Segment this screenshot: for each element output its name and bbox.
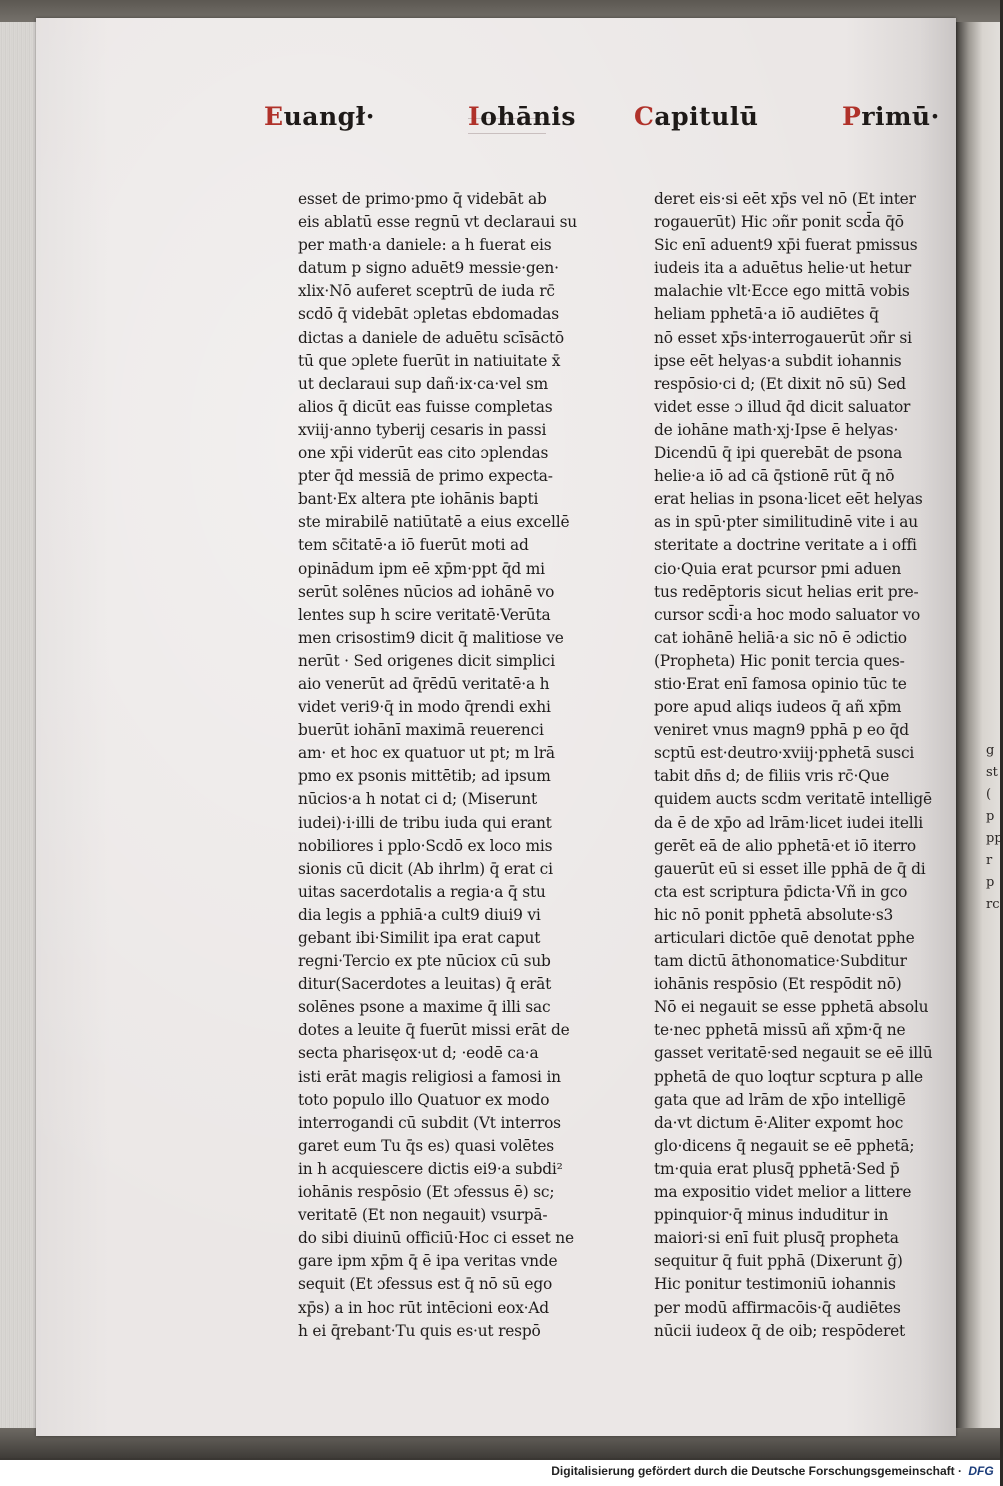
text-line: nō esset xp̄s·interrogauerūt ɔñr si [654, 328, 912, 347]
text-line: xlix·Nō auferet sceptrū de iuda rc̄ [298, 282, 555, 301]
text-line: sionis cū dicit (Ab ihrlm) q̄ erat ci [298, 859, 553, 878]
text-line: alios q̄ dicūt eas fuisse completas [298, 397, 553, 416]
text-line: datum p signo aduēt9 messie·gen· [298, 259, 559, 278]
text-line: iudei)·i·illi de tribu iuda qui erant [298, 813, 552, 832]
text-line: aio venerūt ad q̄rēdū veritatē·a h [298, 674, 550, 693]
text-line: dotes a leuite q̄ fuerūt missi erāt de [298, 1021, 570, 1040]
text-line: gerēt eā de alio pphetā·et iō iterro [654, 836, 916, 855]
text-line: de iohāne math·xj·Ipse ē helyas· [654, 420, 899, 439]
text-line: da·vt dictum ē·Aliter expomt hoc [654, 1113, 904, 1132]
header-text: apitulū [654, 102, 759, 131]
text-line: tm·quia erat plusq̄ pphetā·Sed p̄ [654, 1159, 900, 1178]
next-page-fragment: st [986, 765, 998, 780]
left-text-column [298, 188, 588, 1343]
text-line: secta pharisęox·ut d; ·eodē ca·a [298, 1044, 539, 1063]
text-line: rogauerūt) Hic ɔñr ponit scd̄a q̄ō [654, 213, 904, 232]
text-line: tabit dn̄s d; de filiis vris rc̄·Que [654, 767, 890, 786]
text-line: (Propheta) Hic ponit tercia ques- [654, 651, 905, 670]
text-line: pter q̄d messiā de primo expecta- [298, 467, 553, 486]
next-page-fragment: rc [986, 897, 1000, 912]
text-line: stio·Erat enī famosa opinio tūc te [654, 674, 907, 693]
text-line: iudeis ita a aduētus helie·ut hetur [654, 259, 912, 278]
text-line: Dicendū q̄ ipi querebāt de psona [654, 444, 903, 463]
header-word-2 [468, 102, 576, 131]
text-line: Sic enī aduent9 xp̄i fuerat pmissus [654, 236, 918, 255]
header-initial: C [634, 102, 655, 131]
text-line: nerūt · Sed origenes dicit simplici [298, 651, 555, 670]
text-line: tem sc̄itatē·a iō fuerūt moti ad [298, 536, 529, 555]
header-text: rimū· [861, 102, 940, 131]
text-line: nūcios·a h notat ci d; (Miserunt [298, 790, 537, 809]
text-line: garet eum Tu q̄s es) quasi volētes [298, 1136, 554, 1155]
text-line: gauerūt eū si esset ille pphā de q̄ di [654, 859, 926, 878]
text-line: erat helias in psona·licet eēt helyas [654, 490, 923, 509]
text-line: ma expositio videt melior a littere [654, 1183, 912, 1202]
text-line: glo·dicens q̄ negauit se eē pphetā; [654, 1136, 915, 1155]
text-line: buerūt iohānī maximā reuerenci [298, 721, 544, 740]
text-line: isti erāt magis religiosi a famosi in [298, 1067, 561, 1086]
header-text: uangł· [283, 102, 375, 131]
text-line: ste mirabilē natiūtatē a eius excellē [298, 513, 570, 532]
next-page-fragment: p [986, 809, 995, 824]
text-line: nobiliores i pplo·Scdō ex loco mis [298, 836, 553, 855]
text-line: regni·Tercio ex pte nūciox cū sub [298, 952, 551, 971]
text-line: per modū affirmacōis·q̄ audiētes [654, 1298, 901, 1317]
header-text: ohānis [480, 102, 577, 131]
text-line: pphetā de quo loqtur scptura p alle [654, 1067, 923, 1086]
text-line: solēnes psone a maxime q̄ illi sac [298, 998, 551, 1017]
header-initial: I [468, 102, 481, 131]
text-line: serūt solēnes nūcios ad iohānē vo [298, 582, 555, 601]
text-line: videt esse ɔ illud q̄d dicit saluator [654, 397, 911, 416]
text-line: gebant ibi·Similit ipa erat caput [298, 929, 541, 947]
text-line: opinādum ipm eē xp̄m·ppt q̄d mi [298, 559, 545, 578]
text-line: xviij·anno tyberij cesaris in passi [298, 420, 547, 439]
text-line: nūcii iudeox q̄ de oib; respōderet [654, 1321, 906, 1340]
header-word-4 [842, 102, 940, 131]
footer-credit: Digitalisierung gefördert durch die Deutsche Forschungsgemeinschaft · [551, 1464, 962, 1478]
next-page-fragment: ( [986, 787, 992, 802]
text-line: gata que ad lrām de xp̄o intelligē [654, 1090, 906, 1109]
text-line: videt veri9·q̄ in modo q̄rendi exhi [298, 698, 551, 717]
text-line: h ei q̄rebant·Tu quis es·ut respō [298, 1321, 541, 1340]
text-line: cat iohānē heliā·a sic nō ē ɔdictio [654, 628, 907, 647]
text-line: toto populo illo Quatuor ex modo [298, 1090, 550, 1109]
text-line: tus redēptoris sicut helias erit pre- [654, 582, 919, 601]
text-line: articulari dictōe quē denotat pphe [654, 929, 915, 947]
right-text-column [654, 188, 954, 1343]
text-line: Hic ponitur testimoniū iohannis [654, 1275, 896, 1294]
text-line: dia legis a pphiā·a cult9 diui9 vi [298, 905, 541, 924]
text-line: in h acquiescere dictis ei9·a subdi² [298, 1159, 563, 1178]
dfg-logo: DFG [968, 1464, 994, 1478]
text-line: pore apud aliqs iudeos q̄ añ xp̄m [654, 698, 902, 717]
text-line: as in spū·pter similitudinē vite i au [654, 513, 918, 532]
text-line: per math·a daniele: a h fuerat eis [298, 236, 552, 255]
text-line: ditur(Sacerdotes a leuitas) q̄ erāt [298, 975, 552, 994]
text-line: iohānis respōsio (Et respōdit nō) [654, 975, 902, 994]
text-line: veritatē (Et non negauit) vsurpā- [298, 1206, 548, 1225]
text-line: respōsio·ci d; (Et dixit nō sū) Sed [654, 374, 906, 393]
text-line: helie·a iō ad cā q̄stionē rūt q̄ nō [654, 467, 895, 486]
text-line: gasset veritatē·sed negauit se eē illū [654, 1044, 933, 1063]
next-page-fragment: p [986, 875, 995, 890]
text-line: men crisostim9 dicit q̄ malitiose ve [298, 628, 564, 647]
next-page-fragment: r [986, 853, 993, 868]
text-line: lentes sup h scire veritatē·Verūta [298, 605, 551, 624]
text-line: quidem aucts scdm veritatē intelligē [654, 790, 932, 809]
text-line: malachie vlt·Ecce ego mittā vobis [654, 282, 910, 301]
text-line: maiori·si enī fuit plusq̄ propheta [654, 1229, 899, 1248]
text-line: hic nō ponit pphetā absolute·s3 [654, 905, 894, 924]
text-line: tū que ɔplete fuerūt in natiuitate x̄ [298, 351, 561, 370]
text-line: do sibi diuinū officiū·Hoc ci esset ne [298, 1229, 574, 1248]
next-page-edge [956, 22, 1003, 1428]
text-line: iohānis respōsio (Et ɔfessus ē) sc; [298, 1183, 555, 1202]
text-line: cta est scriptura p̄dicta·Vñ in gco [654, 882, 908, 901]
next-page-fragment: g [986, 743, 995, 758]
text-line: eis ablatū esse regnū vt declaraui su [298, 213, 577, 232]
text-line: deret eis·si eēt xp̄s vel nō (Et inter [654, 190, 916, 208]
text-line: cursor scd̄i·a hoc modo saluator vo [654, 605, 921, 624]
header-word-1 [264, 102, 375, 131]
text-line: pmo ex psonis mittētib; ad ipsum [298, 767, 551, 786]
text-line: interrogandi cū subdit (Vt interros [298, 1113, 561, 1132]
text-line: steritate a doctrine veritate a i offi [654, 536, 917, 555]
header-word-3 [634, 102, 758, 131]
header-initial: E [264, 102, 284, 131]
next-page-fragment: pp [986, 831, 1003, 846]
text-line: am· et hoc ex quatuor ut pt; m lrā [298, 744, 555, 763]
text-line: tam dictū āthonomatice·Subditur [654, 952, 907, 971]
text-line: sequit (Et ɔfessus est q̄ nō sū ego [298, 1275, 553, 1294]
text-line: ut declaraui sup dañ·ix·ca·vel sm [298, 374, 549, 393]
text-line: ppinquior·q̄ minus induditur in [654, 1206, 889, 1225]
next-page-text-fragments [986, 740, 1003, 1000]
text-line: bant·Ex altera pte iohānis bapti [298, 490, 539, 509]
text-line: uitas sacerdotalis a regia·a q̄ stu [298, 882, 546, 901]
footer-bar [0, 1460, 1000, 1486]
text-line: one xp̄i viderūt eas cito ɔplendas [298, 444, 549, 463]
text-line: dictas a daniele de aduētu scīsāctō [298, 328, 564, 347]
text-line: veniret vnus magn9 pphā p eo q̄d [654, 721, 909, 740]
text-line: te·nec pphetā missū añ xp̄m·q̄ ne [654, 1021, 906, 1040]
text-line: cio·Quia erat pcursor pmi aduen [654, 559, 902, 578]
text-line: heliam pphetā·a iō audiētes q̄ [654, 305, 879, 324]
text-line: gare ipm xp̄m q̄ ē ipa veritas vnde [298, 1252, 558, 1271]
text-line: Nō ei negauit se esse pphetā absolu [654, 998, 929, 1017]
text-line: scdō q̄ videbāt ɔpletas ebdomadas [298, 305, 559, 324]
text-line: da ē de xp̄o ad lrām·licet iudei itelli [654, 813, 923, 832]
text-line: ipse eēt helyas·a subdit iohannis [654, 351, 902, 370]
text-line: esset de primo·pmo q̄ videbāt ab [298, 190, 547, 208]
book-page [36, 18, 956, 1436]
text-line: scptū est·deutro·xviij·pphetā susci [654, 744, 915, 763]
text-line: xp̄s) a in hoc rūt intēcioni eox·Ad [298, 1298, 549, 1317]
text-line: sequitur q̄ fuit pphā (Dixerunt ḡ) [654, 1252, 903, 1271]
header-initial: P [842, 102, 862, 131]
